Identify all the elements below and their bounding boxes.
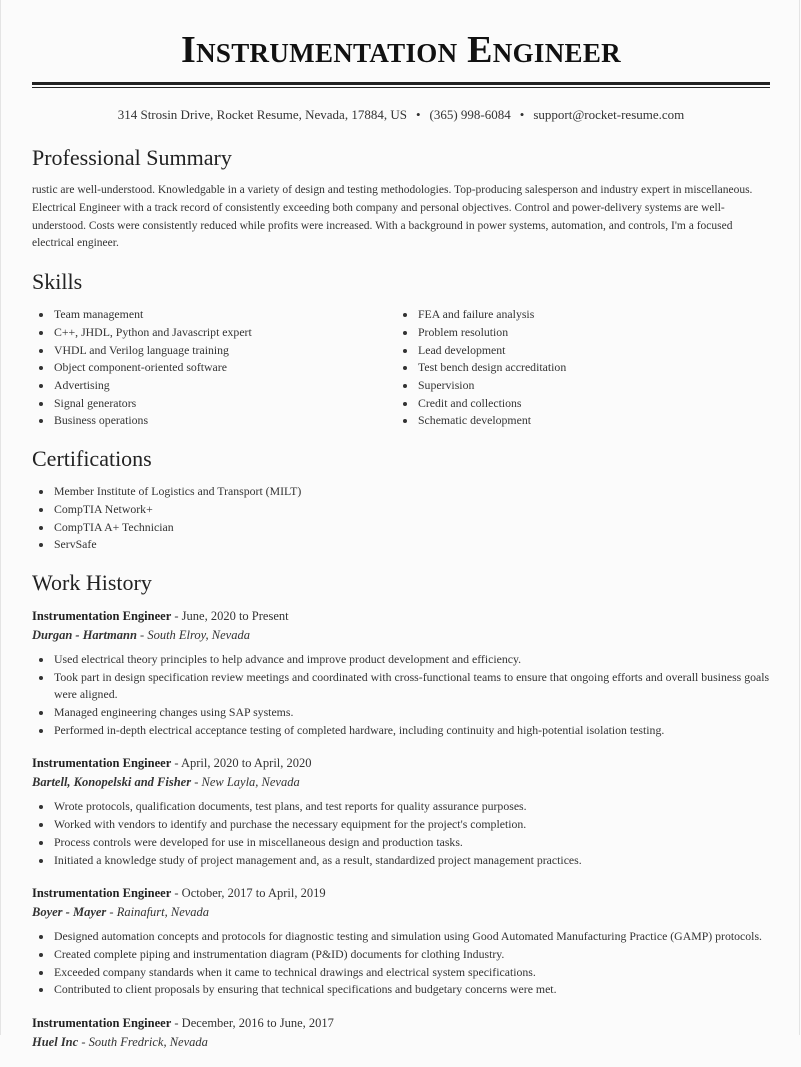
job-bullet: Created complete piping and instrumentation diagram (P&ID) documents for clothing Industry. (32, 946, 770, 964)
job-title-line (32, 884, 770, 902)
contact-address: 314 Strosin Drive, Rocket Resume, Nevada, 17884, US (117, 107, 407, 122)
job-company: Durgan - Hartmann (32, 627, 137, 642)
job-bullet: Contributed to client proposals by ensuring that technical specifications and budgetary concerns were met. (32, 981, 770, 999)
job-company: Bartell, Konopelski and Fisher (32, 775, 192, 790)
job-company-line (32, 1032, 770, 1052)
list-item: VHDL and Verilog language training (32, 342, 396, 360)
list-item: Lead development (396, 342, 760, 360)
job-bullet: Initiated a knowledge study of project management and, as a result, standardized project management practices. (32, 852, 770, 870)
job-location: - South Elroy, Nevada (136, 627, 250, 642)
job-bullets (32, 651, 770, 740)
list-item: ServSafe (32, 536, 770, 554)
job-bullets (32, 928, 770, 999)
job-entry (32, 1014, 770, 1052)
work-history-heading: Work History (32, 569, 152, 595)
contact-line (1, 107, 801, 123)
list-item: Problem resolution (396, 324, 760, 342)
job-bullet: Managed engineering changes using SAP systems. (32, 704, 770, 722)
header-divider-thick (32, 82, 770, 85)
list-item: Credit and collections (396, 395, 760, 413)
header-divider-thin (32, 87, 770, 88)
job-bullet: Wrote protocols, qualification documents, test plans, and test reports for quality assurance purposes. (32, 798, 770, 816)
job-title-line (32, 754, 770, 772)
list-item: Business operations (32, 412, 396, 430)
list-item: Team management (32, 306, 396, 324)
skills-column-left (32, 306, 396, 430)
page-title: Instrumentation Engineer (181, 29, 621, 71)
list-item: Object component-oriented software (32, 359, 396, 377)
job-location: - New Layla, Nevada (191, 775, 300, 790)
job-dates: - December, 2016 to June, 2017 (171, 1016, 334, 1031)
job-company-line (32, 772, 770, 792)
list-item: Advertising (32, 377, 396, 395)
contact-separator: • (415, 107, 421, 122)
skills-list (32, 306, 770, 430)
job-company-line (32, 625, 770, 645)
job-title: Instrumentation Engineer (32, 608, 172, 623)
list-item: Member Institute of Logistics and Transport (MILT) (32, 483, 770, 501)
resume-content (32, 143, 770, 1067)
list-item: FEA and failure analysis (396, 306, 760, 324)
list-item: Schematic development (396, 412, 760, 430)
job-entry (32, 884, 770, 999)
summary-heading: Professional Summary (32, 145, 232, 170)
job-title: Instrumentation Engineer (32, 756, 172, 771)
skills-column-right (396, 306, 760, 430)
job-dates: - October, 2017 to April, 2019 (171, 886, 326, 901)
contact-separator: • (519, 107, 525, 122)
job-bullet: Used electrical theory principles to help advance and improve product development and efficiency. (32, 651, 770, 669)
certifications-list (32, 483, 770, 554)
summary-text: rustic are well-understood. Knowledgable in a variety of design and testing methodologies. Top-producing salesperson and industry expert in miscellaneous. Electrical Engineer with a track record of consistently exceeding both company and personal objectives. Control and power-delivery systems are well-understood. Costs were consistently reduced while profits were increased. With a background in power systems, automation, and controls, I'm a focused electrical engineer. (32, 184, 753, 250)
job-location: - South Fredrick, Nevada (78, 1035, 208, 1050)
job-location: - Rainafurt, Nevada (106, 905, 210, 920)
list-item: CompTIA Network+ (32, 501, 770, 519)
work-history-list (32, 607, 770, 1052)
list-item: C++, JHDL, Python and Javascript expert (32, 324, 396, 342)
job-dates: - April, 2020 to April, 2020 (171, 756, 312, 771)
job-bullet: Designed automation concepts and protocols for diagnostic testing and simulation using Good Automated Manufacturing Practice (GAMP) protocols. (32, 928, 770, 946)
job-bullet: Process controls were developed for use in miscellaneous design and production tasks. (32, 834, 770, 852)
job-bullet: Performed in-depth electrical acceptance testing of completed hardware, including continuity and high-potential isolation testing. (32, 722, 770, 740)
list-item: Test bench design accreditation (396, 359, 760, 377)
job-company: Boyer - Mayer (32, 905, 107, 920)
list-item: Supervision (396, 377, 760, 395)
job-bullet: Worked with vendors to identify and purchase the necessary equipment for the project's completion. (32, 816, 770, 834)
job-bullets (32, 798, 770, 869)
job-title-line (32, 1014, 770, 1032)
job-company: Huel Inc (32, 1035, 79, 1050)
job-bullet: Took part in design specification review meetings and coordinated with cross-functional teams to ensure that ongoing efforts and overall business goals were aligned. (32, 669, 770, 704)
skills-heading: Skills (32, 269, 83, 295)
contact-phone: (365) 998-6084 (429, 107, 511, 122)
job-bullet: Exceeded company standards when it came to technical drawings and electrical system specifications. (32, 964, 770, 982)
contact-email[interactable]: support@rocket-resume.com (533, 107, 685, 122)
job-entry (32, 607, 770, 740)
job-title-line (32, 607, 770, 625)
job-title: Instrumentation Engineer (32, 1016, 172, 1031)
list-item: Signal generators (32, 395, 396, 413)
job-company-line (32, 902, 770, 922)
job-title: Instrumentation Engineer (32, 886, 172, 901)
certifications-heading: Certifications (32, 446, 152, 472)
list-item: CompTIA A+ Technician (32, 519, 770, 537)
job-entry (32, 754, 770, 869)
job-dates: - June, 2020 to Present (171, 608, 289, 623)
